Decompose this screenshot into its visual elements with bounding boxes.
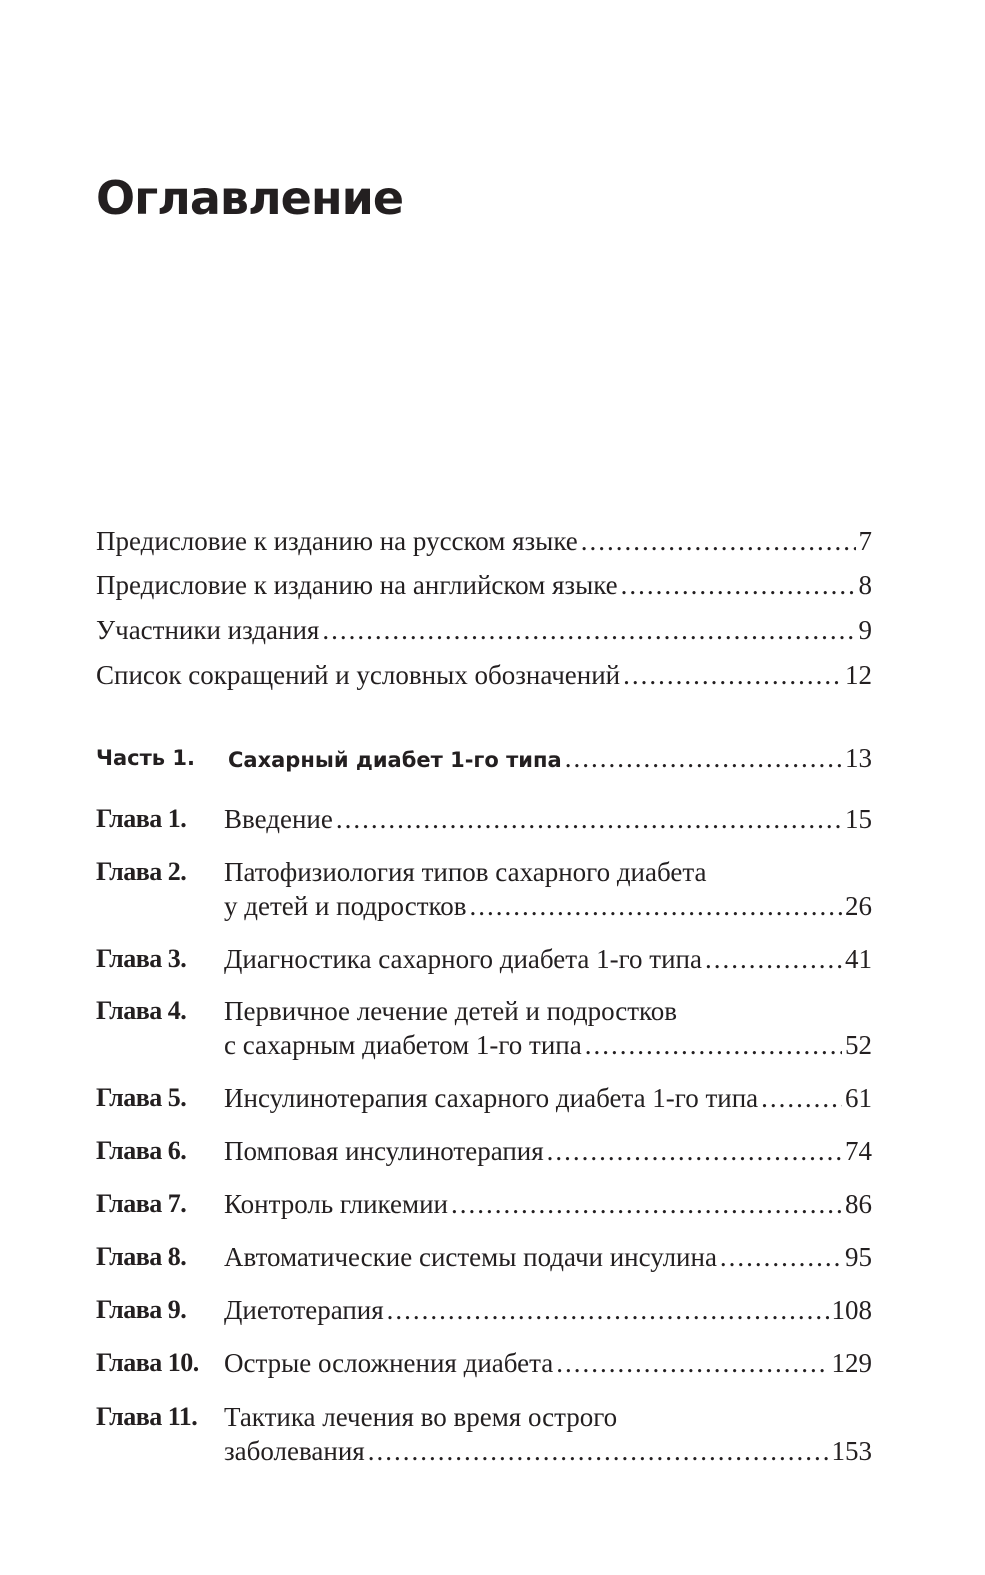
toc-page-number: 86 bbox=[845, 1189, 872, 1219]
toc-entry-title: Помповая инсулинотерапия bbox=[224, 1136, 544, 1166]
toc-entry-title: заболевания bbox=[224, 1436, 365, 1466]
toc-chapter-3[interactable] bbox=[96, 942, 872, 976]
toc-entry-title: с сахарным диабетом 1-го типа bbox=[224, 1030, 582, 1060]
toc-page-number: 8 bbox=[858, 570, 872, 600]
toc-entry-title: Инсулинотерапия сахарного диабета 1-го типа bbox=[224, 1083, 759, 1113]
toc-entry-abbreviations[interactable] bbox=[96, 658, 872, 692]
toc-chapter-1[interactable] bbox=[96, 802, 872, 836]
toc-page-number: 9 bbox=[858, 615, 872, 645]
toc-entry-title: Острые осложнения диабета bbox=[224, 1348, 554, 1378]
dot-leader bbox=[547, 1134, 842, 1168]
dot-leader bbox=[556, 1346, 828, 1380]
dot-leader bbox=[581, 524, 856, 558]
dot-leader bbox=[470, 889, 842, 923]
toc-chapter-5[interactable] bbox=[96, 1081, 872, 1115]
toc-page-number: 95 bbox=[845, 1242, 872, 1272]
toc-part-title: Сахарный диабет 1-го типа bbox=[228, 748, 562, 772]
toc-page-number: 52 bbox=[845, 1030, 872, 1060]
toc-page-number: 41 bbox=[845, 944, 872, 974]
toc-entry-title: Диагностика сахарного диабета 1-го типа bbox=[224, 944, 702, 974]
toc-entry-title: Предисловие к изданию на английском языке bbox=[96, 570, 618, 600]
dot-leader bbox=[451, 1187, 842, 1221]
dot-leader bbox=[585, 1028, 842, 1062]
toc-entry-preface-russian[interactable] bbox=[96, 524, 872, 558]
toc-chapter-label: Глава 5. bbox=[96, 1083, 187, 1112]
toc-page-number: 12 bbox=[845, 660, 872, 690]
toc-chapter-11[interactable] bbox=[96, 1400, 872, 1468]
toc-entry-preface-english[interactable] bbox=[96, 568, 872, 602]
dot-leader bbox=[368, 1434, 829, 1468]
toc-chapter-label: Глава 1. bbox=[96, 804, 187, 833]
toc-page-number: 15 bbox=[845, 804, 872, 834]
toc-entry-title: Диетотерапия bbox=[224, 1295, 384, 1325]
toc-part-label: Часть 1. bbox=[96, 746, 195, 770]
page-title: Оглавление bbox=[96, 171, 404, 225]
toc-entry-title: Контроль гликемии bbox=[224, 1189, 448, 1219]
toc-entry-title-line1: Патофизиология типов сахарного диабета bbox=[224, 857, 707, 887]
toc-page-number: 26 bbox=[845, 891, 872, 921]
dot-leader bbox=[705, 942, 842, 976]
toc-entry-contributors[interactable] bbox=[96, 613, 872, 647]
toc-page-number: 61 bbox=[845, 1083, 872, 1113]
toc-entry-title-line1: Тактика лечения во время острого bbox=[224, 1402, 618, 1432]
dot-leader bbox=[322, 613, 855, 647]
toc-entry-title-line1: Первичное лечение детей и подростков bbox=[224, 996, 678, 1026]
dot-leader bbox=[387, 1293, 829, 1327]
toc-page-number: 108 bbox=[831, 1295, 872, 1325]
toc-chapter-label: Глава 4. bbox=[96, 996, 187, 1025]
toc-page-number: 74 bbox=[845, 1136, 872, 1166]
toc-entry-title: у детей и подростков bbox=[224, 891, 467, 921]
toc-chapter-label: Глава 8. bbox=[96, 1242, 187, 1271]
toc-chapter-label: Глава 10. bbox=[96, 1348, 199, 1377]
toc-entry-title: Участники издания bbox=[96, 615, 320, 645]
dot-leader bbox=[336, 802, 842, 836]
toc-chapter-label: Глава 9. bbox=[96, 1295, 187, 1324]
toc-part-1[interactable] bbox=[96, 741, 872, 775]
dot-leader bbox=[623, 658, 842, 692]
toc-chapter-10[interactable] bbox=[96, 1346, 872, 1380]
toc-entry-title: Предисловие к изданию на русском языке bbox=[96, 526, 578, 556]
toc-chapter-6[interactable] bbox=[96, 1134, 872, 1168]
toc-chapter-label: Глава 11. bbox=[96, 1402, 198, 1431]
toc-chapter-4[interactable] bbox=[96, 994, 872, 1062]
toc-page-number: 7 bbox=[858, 526, 872, 556]
toc-entry-title: Автоматические системы подачи инсулина bbox=[224, 1242, 717, 1272]
toc-chapter-label: Глава 3. bbox=[96, 944, 187, 973]
dot-leader bbox=[720, 1240, 842, 1274]
toc-page-number: 153 bbox=[831, 1436, 872, 1466]
toc-chapter-7[interactable] bbox=[96, 1187, 872, 1221]
dot-leader bbox=[565, 741, 842, 775]
dot-leader bbox=[761, 1081, 842, 1115]
toc-entry-title: Введение bbox=[224, 804, 333, 834]
toc-chapter-label: Глава 6. bbox=[96, 1136, 187, 1165]
toc-chapter-label: Глава 7. bbox=[96, 1189, 187, 1218]
toc-chapter-label: Глава 2. bbox=[96, 857, 187, 886]
toc-chapter-9[interactable] bbox=[96, 1293, 872, 1327]
toc-page-number: 13 bbox=[845, 743, 872, 773]
toc-chapter-8[interactable] bbox=[96, 1240, 872, 1274]
toc-chapter-2[interactable] bbox=[96, 855, 872, 923]
toc-entry-title: Список сокращений и условных обозначений bbox=[96, 660, 621, 690]
dot-leader bbox=[621, 568, 856, 602]
toc-page-number: 129 bbox=[831, 1348, 872, 1378]
